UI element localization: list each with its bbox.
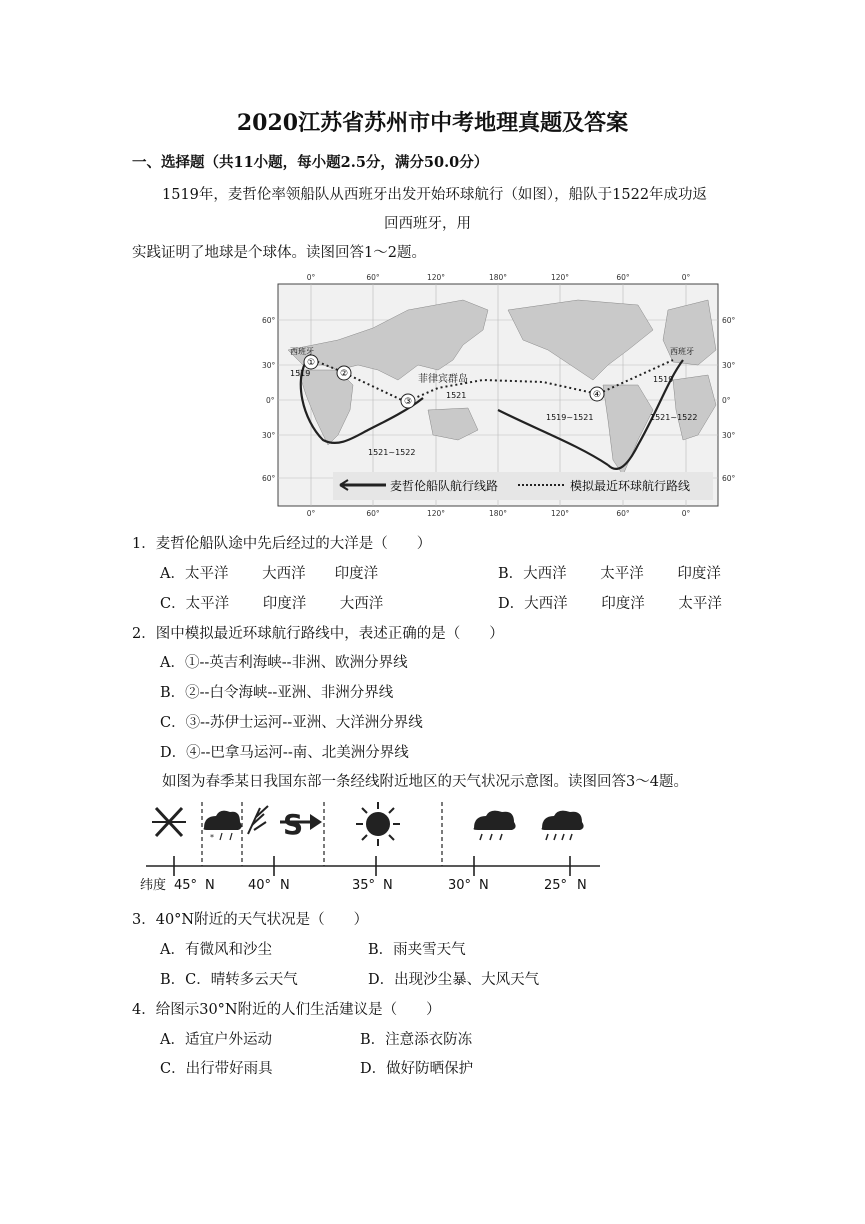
dust-arrow-icon [280, 808, 322, 841]
label-philippines: 菲律宾群岛 [418, 374, 468, 385]
tick-40: 40° [248, 878, 272, 893]
sleet-icon [204, 811, 242, 842]
rain-icon [474, 811, 516, 840]
section-heading: 一、选择题（共11小题，每小题2.5分，满分50.0分） [132, 154, 489, 171]
lon-bottom-6: 0° [681, 509, 691, 518]
axis-title-latitude: 纬度 [140, 878, 167, 893]
legend-magellan: 麦哲伦船队航行线路 [390, 479, 499, 493]
lat-right-4: 60° [722, 474, 736, 483]
lat-right-1: 30° [722, 361, 736, 370]
heavy-rain-icon [542, 811, 584, 840]
lon-top-4: 120° [550, 273, 570, 282]
q3-option-c: B．C．晴转多云天气 [160, 972, 298, 988]
lat-left-0: 60° [262, 316, 276, 325]
tick-45: 45° [174, 878, 198, 893]
circle-4: ④ [592, 390, 602, 400]
intro-line-2: 回西班牙，用 [384, 216, 471, 232]
year-1521-1522-right: 1521~1522 [650, 413, 698, 422]
year-1519-right: 1519 [653, 375, 674, 384]
intro-line-3: 实践证明了地球是个球体。读图回答1～2题。 [132, 245, 426, 261]
lat-right-3: 30° [722, 431, 736, 440]
q4-option-c: C．出行带好雨具 [160, 1061, 273, 1077]
lon-bottom-3: 180° [488, 509, 508, 518]
q4-option-d: D．做好防晒保护 [360, 1061, 474, 1077]
magellan-route-map [262, 270, 736, 520]
year-1519-1521: 1519~1521 [546, 413, 594, 422]
lon-bottom-5: 60° [616, 509, 630, 518]
tick-35: 35° [352, 878, 376, 893]
lat-right-2: 0° [722, 396, 731, 405]
q3-option-a: A．有微风和沙尘 [160, 942, 272, 958]
q2-option-b: B．②--白令海峡--亚洲、非洲分界线 [160, 685, 394, 701]
q2-option-c: C．③--苏伊士运河--亚洲、大洋洲分界线 [160, 715, 423, 731]
lon-bottom-2: 120° [426, 509, 446, 518]
lon-top-5: 60° [616, 273, 630, 282]
lat-left-4: 60° [262, 474, 276, 483]
sandstorm-icon [152, 808, 186, 836]
lon-top-3: 180° [488, 273, 508, 282]
q4-stem: 4．给图示30°N附近的人们生活建议是（ ） [132, 1002, 441, 1018]
weather-diagram [140, 800, 602, 895]
lon-top-1: 60° [366, 273, 380, 282]
lat-right-0: 60° [722, 316, 736, 325]
lon-top-0: 0° [306, 273, 316, 282]
tick-45-n: N [205, 878, 215, 893]
q1-option-a: A．太平洋 大西洋 印度洋 [160, 566, 379, 582]
lon-top-2: 120° [426, 273, 446, 282]
label-spain-right: 西班牙 [670, 347, 694, 356]
year-1521-1522-left: 1521~1522 [368, 448, 416, 457]
q1-option-c: C．太平洋 印度洋 大西洋 [160, 596, 384, 612]
q2-option-d: D．④--巴拿马运河--南、北美洲分界线 [160, 745, 409, 761]
tick-40-n: N [280, 878, 290, 893]
lat-left-2: 0° [266, 396, 275, 405]
circle-3: ③ [403, 397, 413, 407]
lat-left-3: 30° [262, 431, 276, 440]
tick-35-n: N [383, 878, 393, 893]
lon-bottom-4: 120° [550, 509, 570, 518]
q3-stem: 3．40°N附近的天气状况是（ ） [132, 912, 369, 928]
label-spain-left: 西班牙 [290, 347, 314, 356]
q1-option-d: D．大西洋 印度洋 太平洋 [498, 596, 722, 612]
legend-simulated: 模拟最近环球航行路线 [570, 479, 691, 493]
q2-option-a: A．①--英吉利海峡--非洲、欧洲分界线 [160, 655, 408, 671]
tick-30: 30° [448, 878, 472, 893]
tick-25: 25° [544, 878, 568, 893]
q4-option-b: B．注意添衣防冻 [360, 1032, 473, 1048]
wind-icon [248, 806, 268, 834]
intro-line-1: 1519年，麦哲伦率领船队从西班牙出发开始环球航行（如图），船队于1522年成功返 [162, 187, 708, 203]
q2-stem: 2．图中模拟最近环球航行路线中，表述正确的是（ ） [132, 626, 504, 642]
tick-25-n: N [577, 878, 587, 893]
q3-option-b: B．雨夹雪天气 [368, 942, 466, 958]
circle-1: ① [306, 358, 316, 368]
year-1519-left: 1519 [290, 369, 311, 378]
q1-stem: 1．麦哲伦船队途中先后经过的大洋是（ ） [132, 536, 432, 552]
svg-text:*: * [210, 833, 214, 842]
q3-option-d: D．出现沙尘暴、大风天气 [368, 972, 540, 988]
q4-option-a: A．适宜户外运动 [160, 1032, 272, 1048]
lon-bottom-0: 0° [306, 509, 316, 518]
sun-icon [356, 802, 400, 846]
page-title: 2020江苏省苏州市中考地理真题及答案 [236, 110, 629, 136]
tick-30-n: N [479, 878, 489, 893]
lon-bottom-1: 60° [366, 509, 380, 518]
circle-2: ② [339, 369, 349, 379]
svg-text:S: S [283, 808, 304, 841]
lat-left-1: 30° [262, 361, 276, 370]
q1-option-b: B．大西洋 太平洋 印度洋 [498, 566, 721, 582]
intro-2: 如图为春季某日我国东部一条经线附近地区的天气状况示意图。读图回答3～4题。 [162, 774, 688, 790]
lon-top-6: 0° [681, 273, 691, 282]
year-1521: 1521 [446, 391, 467, 400]
